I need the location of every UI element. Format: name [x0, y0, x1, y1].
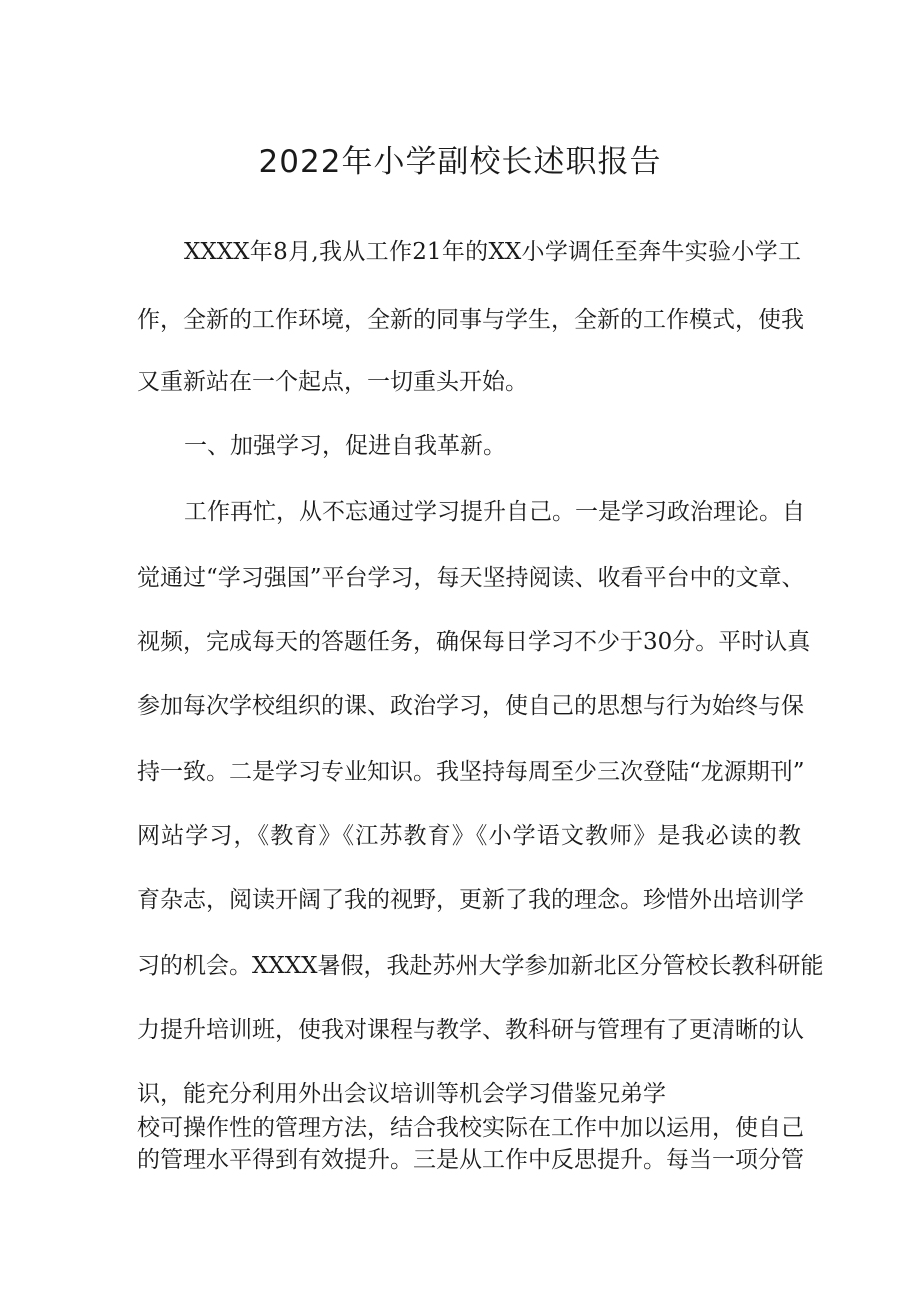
paragraph-line: XXXX年8月,我从工作21年的XX小学调任至奔牛实验小学工: [184, 239, 801, 265]
paragraph-line: 参加每次学校组织的课、政治学习，使自己的思想与行为始终与保: [137, 693, 804, 719]
paragraph-line: 视频，完成每天的答题任务，确保每日学习不少于30分。平时认真: [137, 629, 811, 655]
paragraph-line: 力提升培训班，使我对课程与教学、教科研与管理有了更清晰的认: [137, 1017, 804, 1043]
paragraph-line: 的管理水平得到有效提升。三是从工作中反思提升。每当一项分管: [137, 1147, 804, 1173]
document-title: 2022年小学副校长述职报告: [258, 144, 662, 180]
paragraph-line: 觉通过“学习强国”平台学习，每天坚持阅读、收看平台中的文章、: [137, 565, 805, 591]
paragraph-line: 持一致。二是学习专业知识。我坚持每周至少三次登陆“龙源期刊”: [137, 759, 805, 785]
paragraph-line: 习的机会。XXXX暑假，我赴苏州大学参加新北区分管校长教科研能: [137, 953, 824, 979]
paragraph-line: 又重新站在一个起点，一切重头开始。: [137, 369, 528, 395]
paragraph-line: 工作再忙，从不忘通过学习提升自己。一是学习政治理论。自: [184, 499, 805, 525]
paragraph-line: 育杂志，阅读开阔了我的视野，更新了我的理念。珍惜外出培训学: [137, 887, 804, 913]
paragraph-line: 网站学习，《教育》《江苏教育》《小学语文教师》是我必读的教: [137, 823, 801, 849]
paragraph-line: 校可操作性的管理方法，结合我校实际在工作中加以运用，使自己: [137, 1115, 804, 1141]
section-heading: 一、加强学习，促进自我革新。: [184, 433, 506, 459]
paragraph-line: 识，能充分利用外出会议培训等机会学习借鉴兄弟学: [137, 1081, 666, 1107]
paragraph-line: 作，全新的工作环境，全新的同事与学生，全新的工作模式，使我: [137, 307, 804, 333]
